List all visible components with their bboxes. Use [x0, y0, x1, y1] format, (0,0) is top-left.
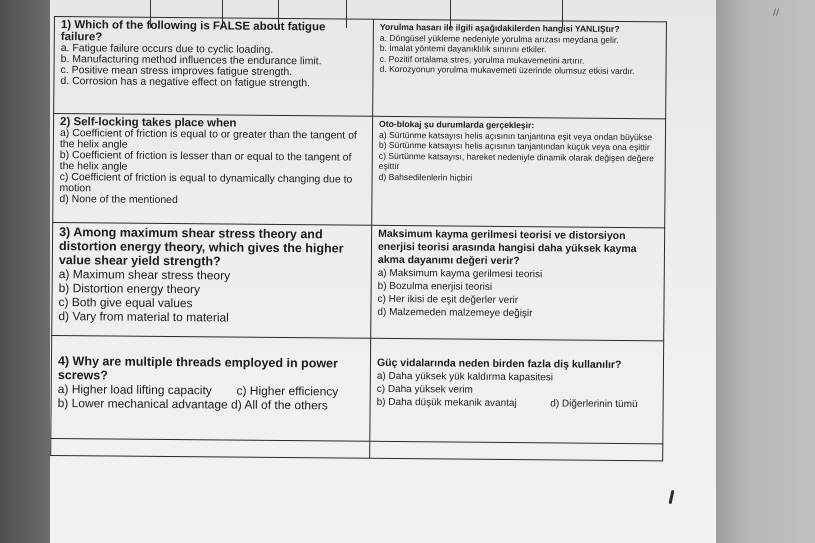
question-4-option-c-tr: c) Daha yüksek verim: [376, 383, 473, 396]
question-2-turkish: [372, 116, 666, 228]
question-3-option-a-tr: a) Maksimum kayma gerilmesi teorisi: [377, 267, 543, 281]
question-3-option-b: b) Distortion energy theory: [58, 281, 201, 297]
question-4-option-d: d) All of the others: [231, 397, 328, 413]
question-4-option-b-tr: b) Daha düşük mekanik avantaj: [376, 396, 517, 410]
empty-cell-left: [51, 438, 370, 458]
question-1-option-b-tr: b. İmalat yöntemi dayanıklılık sınırını etkiler.: [379, 42, 547, 55]
corner-pencil-mark: //: [773, 8, 780, 18]
question-3-option-a: a) Maximum shear stress theory: [58, 267, 231, 283]
question-2-option-c: c) Coefficient of friction is equal to dynamically changing due to motion: [59, 171, 353, 195]
question-3-turkish: [371, 225, 665, 341]
question-4-options-line-2: [58, 396, 366, 413]
question-3-text: 3) Among maximum shear stress theory and distortion energy theory, which gives the higher value shear yield strength?: [58, 225, 344, 269]
question-1-option-c: c. Positive mean stress improves fatigue strength.: [60, 64, 293, 79]
question-row-4: [51, 335, 664, 443]
question-4-english: [51, 335, 371, 441]
empty-cell-right: [370, 441, 663, 461]
question-2-option-d: d) None of the mentioned: [59, 193, 178, 207]
question-4-text-tr: Güç vidalarında neden birden fazla diş kullanılır?: [376, 356, 622, 371]
question-row-3: [52, 222, 665, 340]
pen-mark: [669, 490, 675, 504]
question-4-turkish: [370, 338, 664, 444]
background-left: [0, 0, 50, 543]
question-3-option-d: d) Vary from material to material: [58, 309, 229, 325]
question-2-option-c-tr: c) Sürtünme katsayısı, hareket nedeniyle dinamik olarak değişen değere eşittir: [378, 150, 654, 172]
background-right: [715, 0, 815, 543]
question-1-option-d: d. Corrosion has a negative effect on fatigue strength.: [60, 75, 311, 90]
question-3-english: [52, 222, 372, 338]
question-4-option-b: b) Lower mechanical advantage: [57, 396, 228, 412]
exam-paper: [50, 0, 716, 543]
question-4-option-d-tr: d) Diğerlerinin tümü: [550, 398, 638, 411]
question-2-option-a: a) Coefficient of friction is equal to or greater than the tangent of the helix angle: [59, 127, 357, 151]
question-row-1: [54, 17, 667, 119]
question-1-option-a-tr: a. Döngüsel yükleme nedeniyle yorulma arızası meydana gelir.: [379, 32, 619, 45]
question-2-option-a-tr: a) Sürtünme katsayısı helis açısının tanjantına eşit veya ondan büyükse: [378, 129, 653, 142]
question-3-option-c-tr: c) Her ikisi de eşit değerler verir: [377, 293, 519, 307]
question-2-english: [53, 114, 373, 226]
question-2-option-d-tr: d) Bahsedilenlerin hiçbiri: [378, 171, 473, 183]
question-1-turkish: [373, 19, 667, 119]
question-4-options-line-tr: [377, 396, 659, 411]
question-4-option-c: c) Higher efficiency: [236, 383, 339, 399]
question-2-option-b: b) Coefficient of friction is lesser than or equal to the tangent of the helix angle: [59, 149, 352, 173]
question-4-option-a-tr: a) Daha yüksek yük kaldırma kapasitesi: [376, 370, 554, 384]
question-row-2: [53, 114, 666, 228]
question-2-text: 2) Self-locking takes place when: [60, 116, 237, 130]
question-1-option-b: b. Manufacturing method influences the endurance limit.: [60, 53, 322, 68]
question-3-option-b-tr: b) Bozulma enerjisi teorisi: [377, 280, 493, 293]
question-1-text: 1) Which of the following is FALSE about fatigue failure?: [60, 19, 326, 44]
question-1-option-d-tr: d. Korozyonun yorulma mukavemeti üzerinde olumsuz etkisi vardır.: [379, 63, 635, 77]
question-2-text-tr: Oto-blokaj şu durumlarda gerçekleşir:: [379, 118, 535, 131]
question-table: [50, 16, 667, 461]
question-1-text-tr: Yorulma hasarı ile ilgili aşağıdakilerden hangisi YANLIŞtır?: [379, 21, 620, 34]
question-4-text: 4) Why are multiple threads employed in power screws?: [57, 354, 338, 383]
question-1-option-a: a. Fatigue failure occurs due to cyclic loading.: [60, 42, 274, 56]
question-3-option-d-tr: d) Malzemeden malzemeye değişir: [377, 306, 533, 320]
question-2-option-b-tr: b) Sürtünme katsayısı helis açısının tanjantından küçük veya ona eşittir: [378, 139, 650, 153]
question-1-english: [54, 17, 374, 117]
question-3-option-c: c) Both give equal values: [58, 295, 193, 311]
question-1-option-c-tr: c. Pozitif ortalama stres, yorulma mukavemetini artırır.: [379, 53, 585, 66]
question-3-text-tr: Maksimum kayma gerilmesi teorisi ve distorsiyon enerjisi teorisi arasında hangisi daha yüksek kayma akma dayanımı değeri verir?: [377, 227, 637, 268]
question-4-option-a: a) Higher load lifting capacity: [57, 382, 212, 398]
